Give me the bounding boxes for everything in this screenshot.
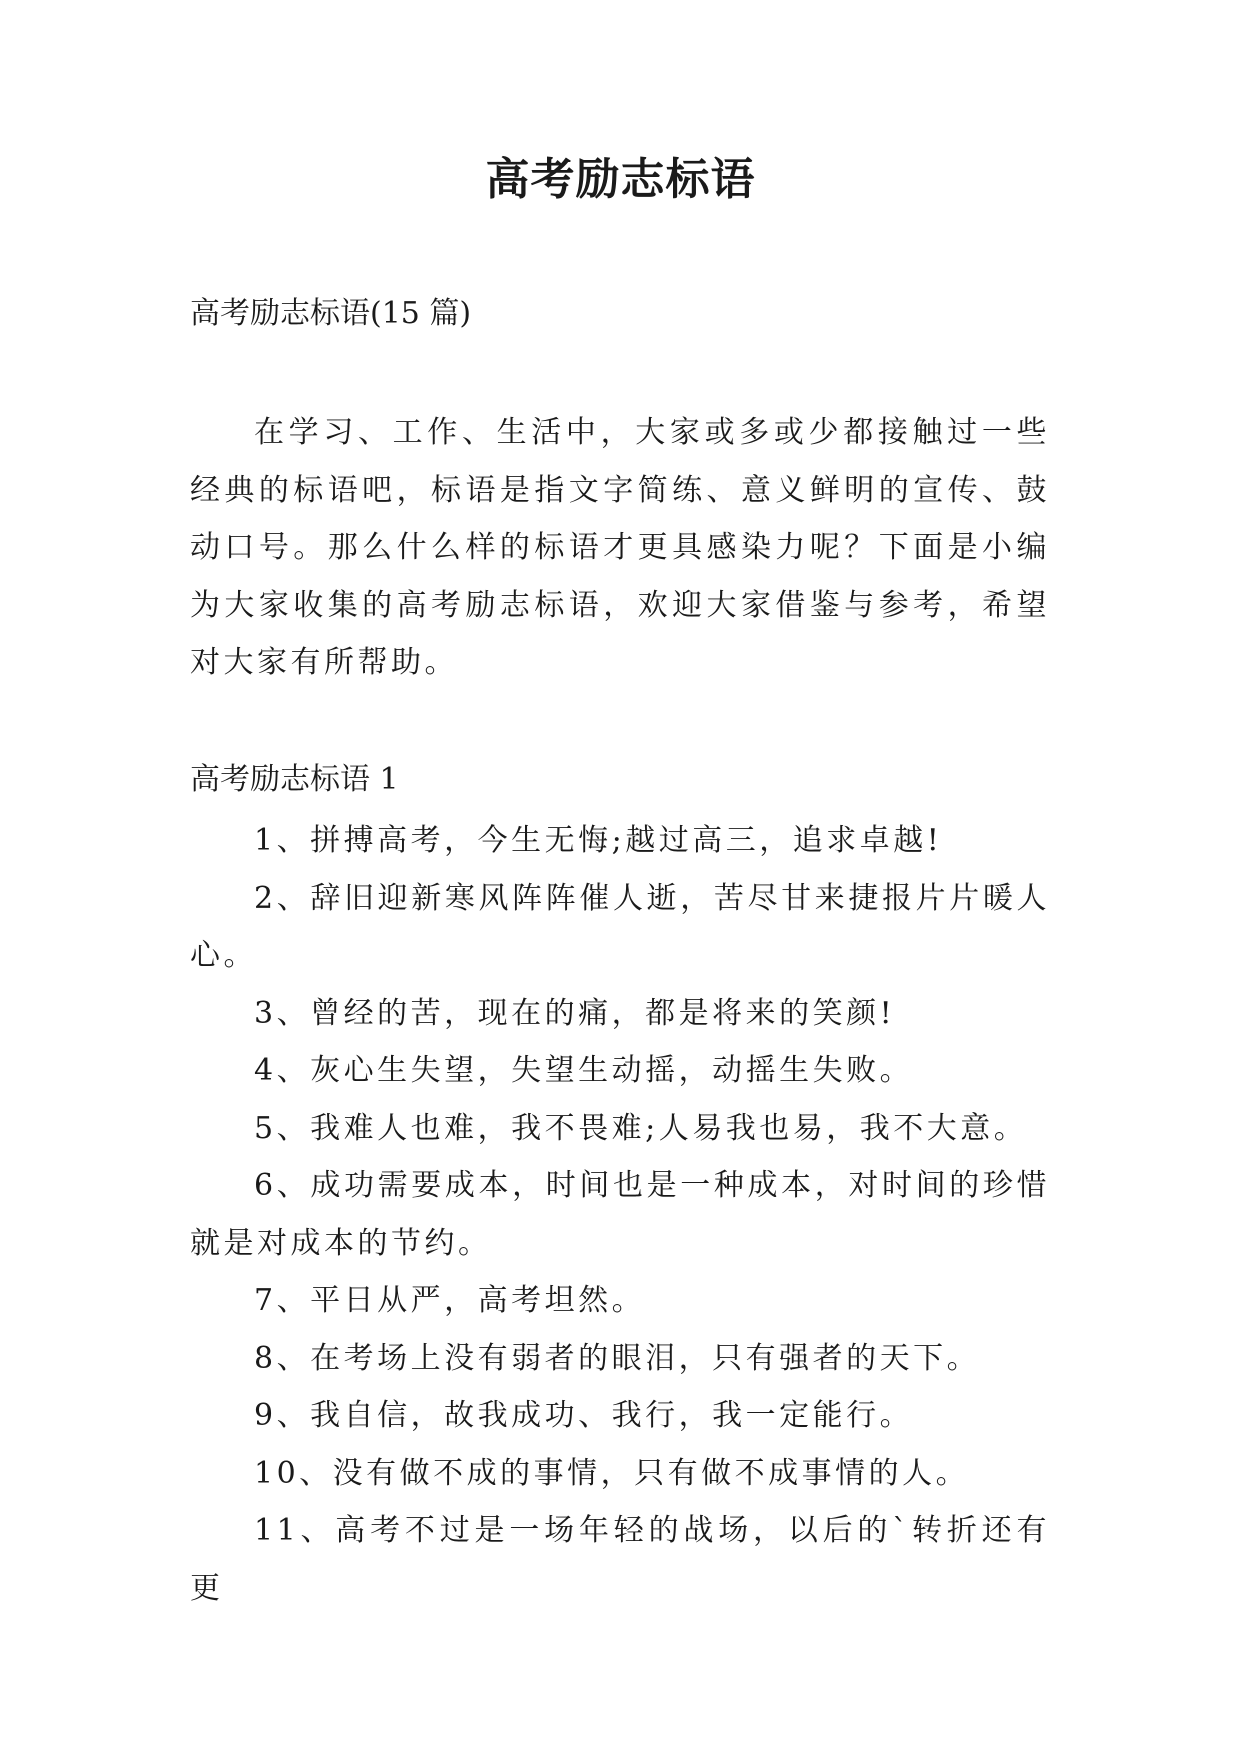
slogan-item: 2、辞旧迎新寒风阵阵催人逝，苦尽甘来捷报片片暖人心。 — [190, 880, 1050, 973]
intro-paragraph: 在学习、工作、生活中，大家或多或少都接触过一些经典的标语吧，标语是指文字简练、意义鲜明的宣传、鼓动口号。那么什么样的标语才更具感染力呢？下面是小编为大家收集的高考励志标语，欢迎大家借鉴与参考，希望对大家有所帮助。 — [190, 415, 1050, 680]
slogan-item: 9、我自信，故我成功、我行，我一定能行。 — [254, 1398, 914, 1433]
section-heading: 高考励志标语 1 — [190, 762, 399, 797]
document-subtitle: 高考励志标语(15 篇) — [190, 296, 472, 331]
document-title: 高考励志标语 — [485, 154, 756, 205]
slogan-item: 6、成功需要成本，时间也是一种成本，对时间的珍惜就是对成本的节约。 — [190, 1168, 1050, 1261]
slogan-item: 7、平日从严，高考坦然。 — [254, 1283, 646, 1318]
slogan-item: 5、我难人也难，我不畏难;人易我也易，我不大意。 — [254, 1110, 1028, 1146]
slogan-item: 8、在考场上没有弱者的眼泪，只有强者的天下。 — [254, 1340, 981, 1376]
slogan-item: 11、高考不过是一场年轻的战场，以后的`转折还有更 — [190, 1513, 1050, 1606]
slogan-item: 3、曾经的苦，现在的痛，都是将来的笑颜! — [254, 995, 896, 1031]
slogan-item: 1、拼搏高考，今生无悔;越过高三，追求卓越! — [254, 823, 943, 858]
slogan-item: 10、没有做不成的事情，只有做不成事情的人。 — [254, 1455, 970, 1491]
slogan-item: 4、灰心生失望，失望生动摇，动摇生失败。 — [254, 1053, 914, 1088]
slogan-list — [190, 812, 1050, 1617]
